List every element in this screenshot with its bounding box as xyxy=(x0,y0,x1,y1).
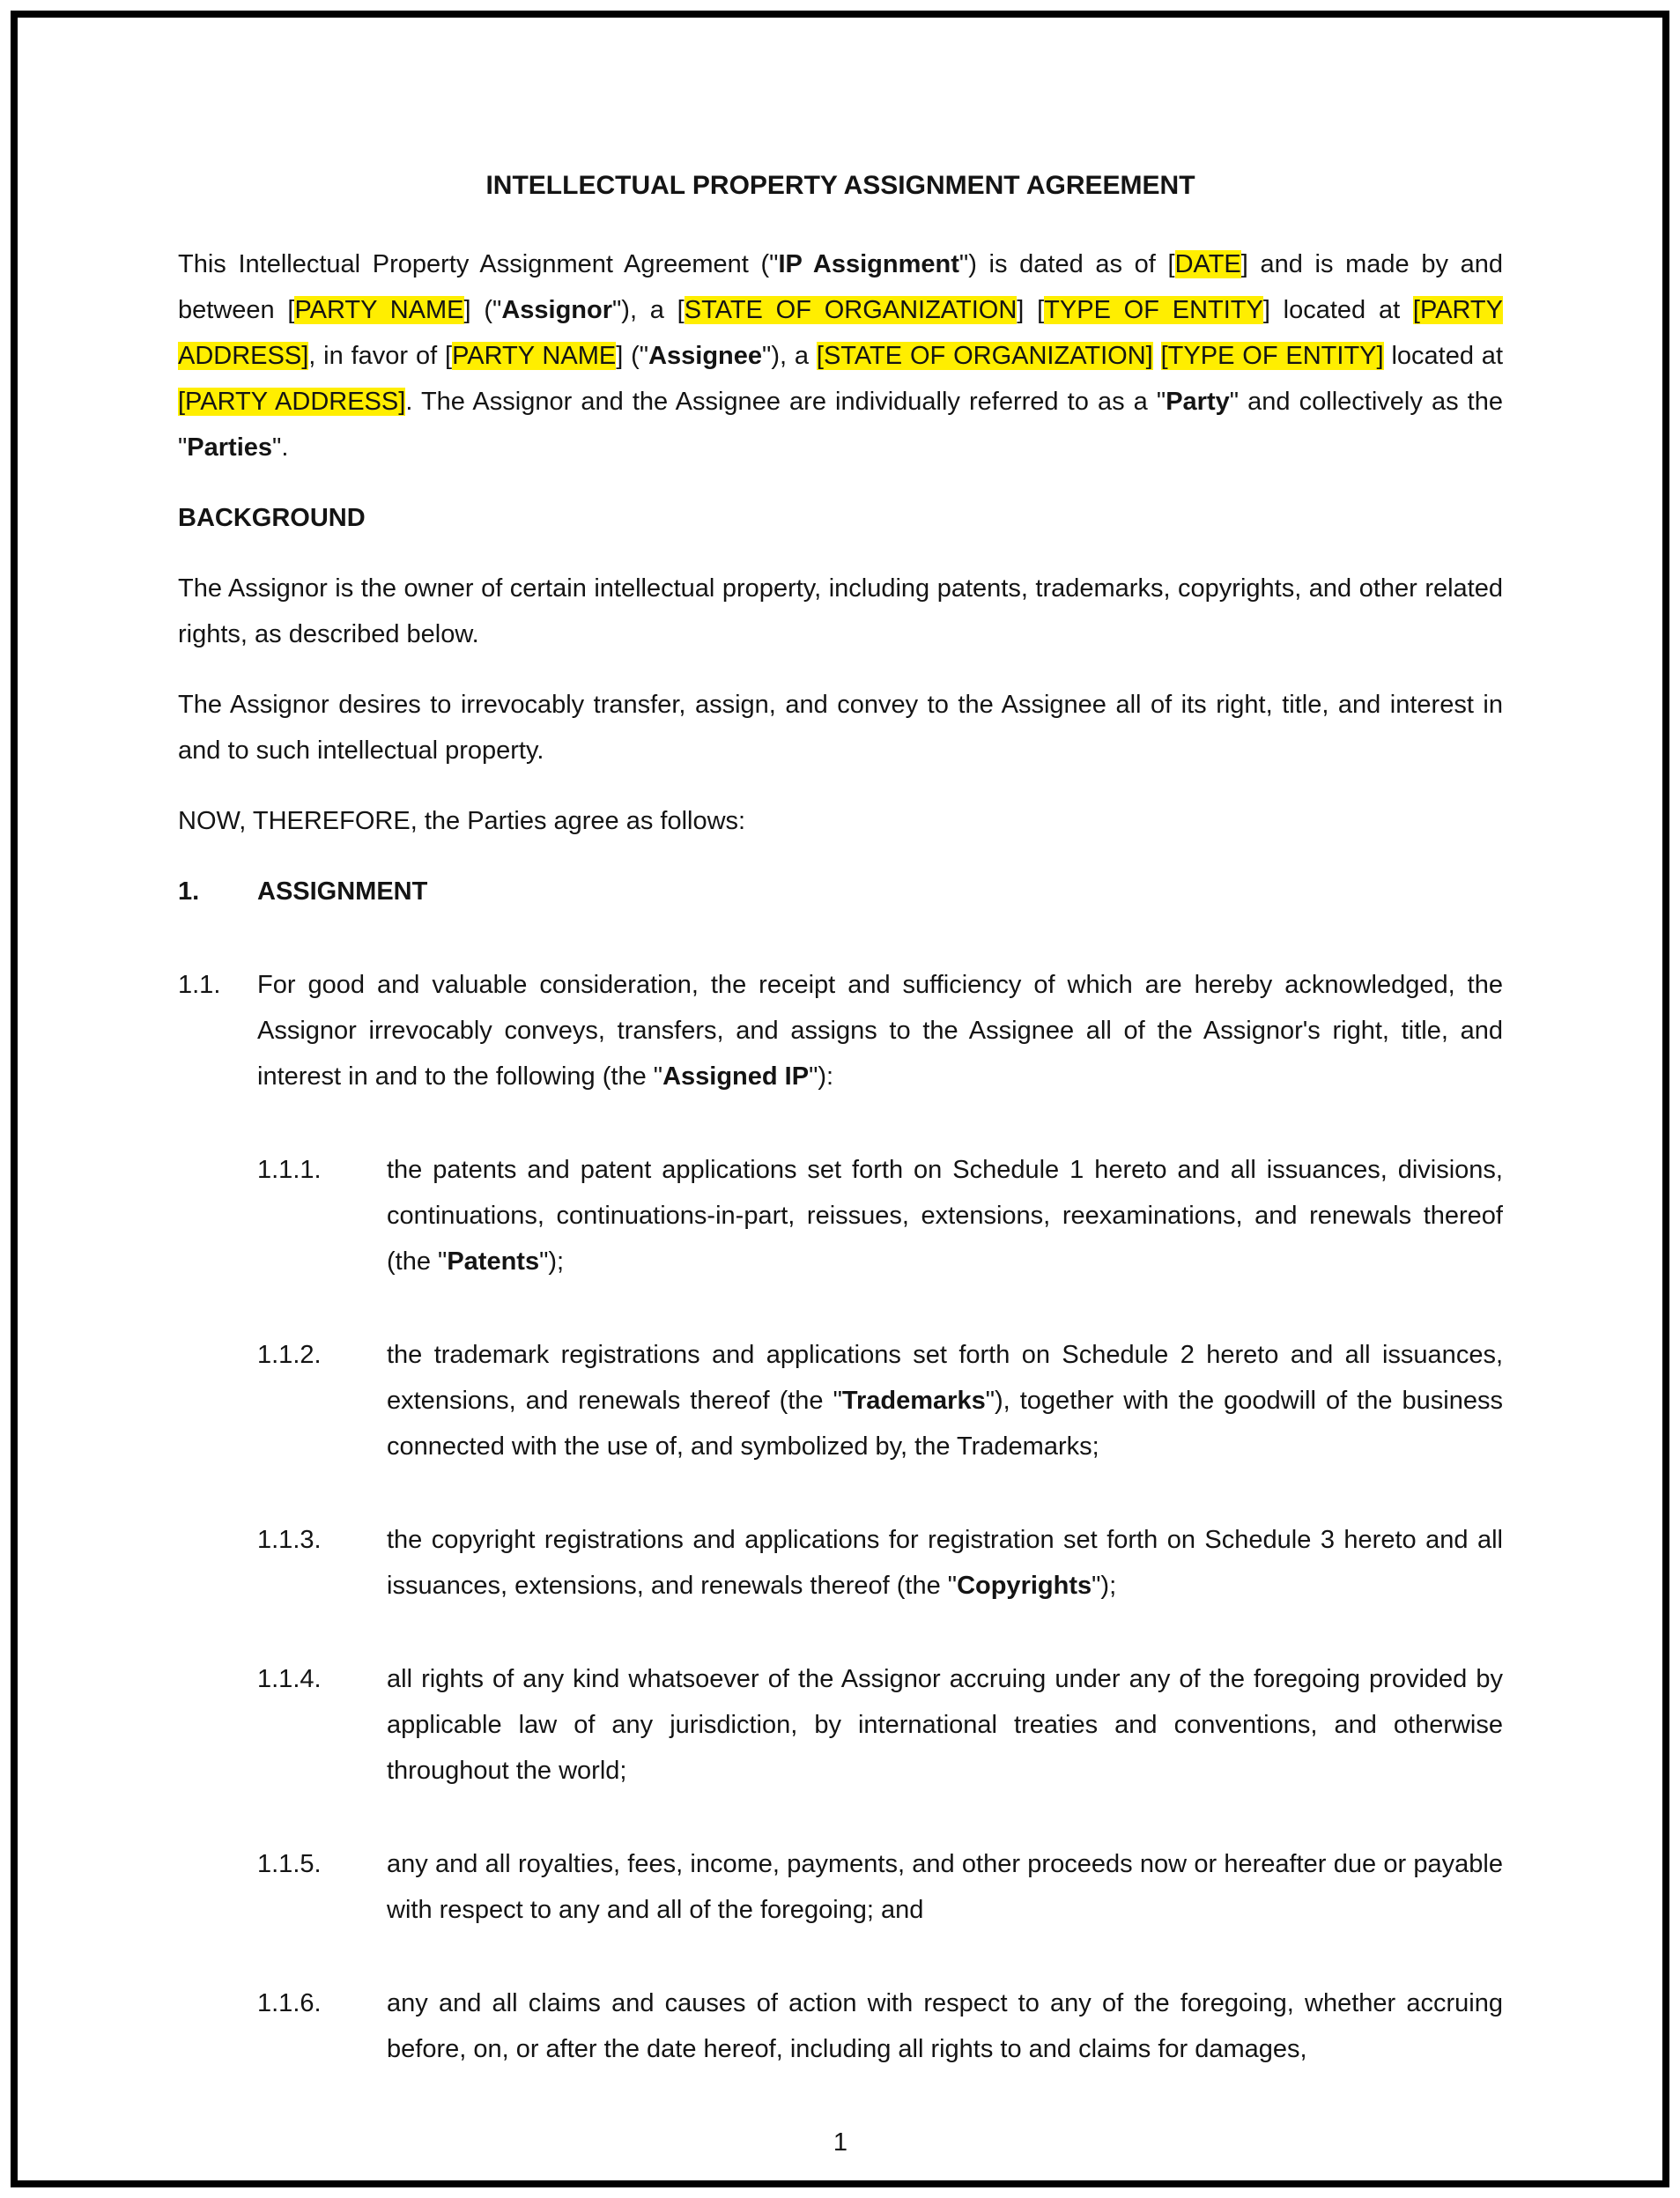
clause-1-1-6-number: 1.1.6. xyxy=(257,1989,322,2017)
page-number: 1 xyxy=(833,2128,848,2157)
document-title: INTELLECTUAL PROPERTY ASSIGNMENT AGREEMENT xyxy=(485,171,1195,200)
clause-1-1-number: 1.1. xyxy=(178,971,221,999)
clause-1-1 xyxy=(178,962,1503,1099)
clause-1-1-1-number: 1.1.1. xyxy=(257,1156,322,1184)
page-border xyxy=(11,11,1669,2187)
document-page xyxy=(18,18,1662,2180)
section-1-heading xyxy=(178,869,1503,914)
section-1-number: 1. xyxy=(178,877,200,906)
clause-1-1-5-number: 1.1.5. xyxy=(257,1850,322,1878)
clause-1-1-2 xyxy=(178,1332,1503,1469)
clause-1-1-body: For good and valuable consideration, the receipt and sufficiency of which are hereby acknowledged, the Assignor irrevocably conveys, transfers, and assigns to the Assignee all of the Assignor's right, title, and interest in and to the following (the "Assigned IP"): xyxy=(257,971,1503,1091)
clause-1-1-4-number: 1.1.4. xyxy=(257,1665,322,1693)
clause-1-1-4 xyxy=(178,1656,1503,1794)
section-1-title: ASSIGNMENT xyxy=(257,877,428,906)
background-paragraph-1: The Assignor is the owner of certain intellectual property, including patents, trademarks, copyrights, and other related rights, as described below. xyxy=(178,574,1503,648)
clause-1-1-3-body: the copyright registrations and applications for registration set forth on Schedule 3 hereto and all issuances, extensions, and renewals thereof (the "Copyrights"); xyxy=(387,1526,1503,1600)
background-paragraph-2: The Assignor desires to irrevocably transfer, assign, and convey to the Assignee all of its right, title, and interest in and to such intellectual property. xyxy=(178,691,1503,765)
intro-paragraph: This Intellectual Property Assignment Agreement ("IP Assignment") is dated as of [DATE] and is made by and between [PARTY NAME] ("Assignor"), a [STATE OF ORGANIZATION] [TYPE OF ENTITY] located at [PARTY ADDRESS], in favor of [PARTY NAME] ("Assignee"), a [STATE OF ORGANIZATION] [TYPE OF ENTITY] located at [PARTY ADDRESS]. The Assignor and the Assignee are individually referred to as a "Party" and collectively as the "Parties". xyxy=(178,250,1504,462)
background-heading: BACKGROUND xyxy=(178,504,366,532)
clause-1-1-5 xyxy=(178,1841,1503,1933)
clause-1-1-3 xyxy=(178,1517,1503,1609)
clause-1-1-1 xyxy=(178,1147,1503,1284)
clause-1-1-6 xyxy=(178,1980,1503,2072)
clause-1-1-1-body: the patents and patent applications set forth on Schedule 1 hereto and all issuances, divisions, continuations, continuations-in-part, reissues, extensions, reexaminations, and renewals thereof (the "Patents"); xyxy=(387,1156,1503,1276)
clause-1-1-2-body: the trademark registrations and applications set forth on Schedule 2 hereto and all issuances, extensions, and renewals thereof (the "Trademarks"), together with the goodwill of the business connected with the use of, and symbolized by, the Trademarks; xyxy=(387,1341,1503,1461)
clause-1-1-3-number: 1.1.3. xyxy=(257,1526,322,1554)
clause-1-1-4-body: all rights of any kind whatsoever of the Assignor accruing under any of the foregoing provided by applicable law of any jurisdiction, by international treaties and conventions, and otherwise throughout the world; xyxy=(387,1665,1503,1785)
now-therefore-paragraph: NOW, THEREFORE, the Parties agree as follows: xyxy=(178,807,746,835)
clause-1-1-5-body: any and all royalties, fees, income, payments, and other proceeds now or hereafter due or payable with respect to any and all of the foregoing; and xyxy=(387,1850,1503,1924)
clause-1-1-2-number: 1.1.2. xyxy=(257,1341,322,1369)
clause-1-1-6-body: any and all claims and causes of action with respect to any of the foregoing, whether accruing before, on, or after the date hereof, including all rights to and claims for damages, xyxy=(387,1989,1503,2063)
